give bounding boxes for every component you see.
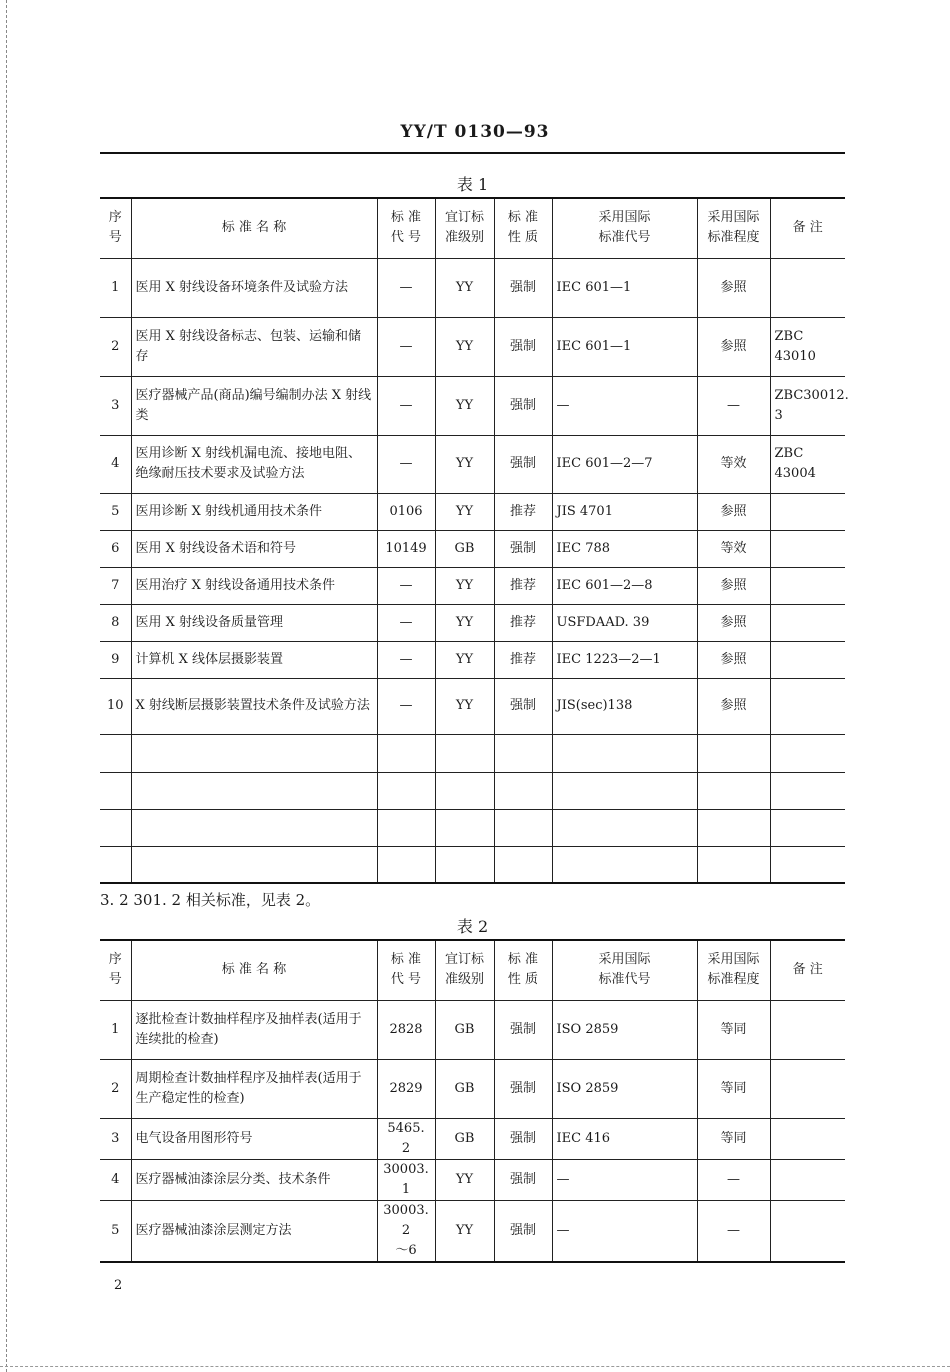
table-row <box>100 1159 845 1200</box>
cell-intl-degree <box>697 809 770 846</box>
cell-remarks <box>770 1118 845 1159</box>
cell-intl-code: ISO 2859 <box>552 1000 697 1059</box>
cell-name: 周期检查计数抽样程序及抽样表(适用于生产稳定性的检查) <box>131 1059 377 1118</box>
header-seq: 序号 <box>100 198 131 258</box>
cell-level: YY <box>435 604 494 641</box>
cell-seq: 10 <box>100 678 131 734</box>
cell-intl-code: — <box>552 376 697 435</box>
table-row <box>100 846 845 883</box>
table-row <box>100 772 845 809</box>
cell-code: — <box>377 435 435 493</box>
binding-margin-rule <box>6 0 7 1372</box>
table2-caption: 表 2 <box>456 917 489 936</box>
cell-level: YY <box>435 493 494 530</box>
cell-nature: 推荐 <box>494 567 552 604</box>
cell-intl-code: IEC 601—2—8 <box>552 567 697 604</box>
table1-header-row <box>100 198 845 258</box>
cell-code: — <box>377 678 435 734</box>
cell-code: — <box>377 641 435 678</box>
header-rule <box>100 152 845 154</box>
cell-level: YY <box>435 1200 494 1262</box>
table-row <box>100 317 845 376</box>
cell-intl-degree <box>697 846 770 883</box>
header-level: 宜订标 准级别 <box>435 198 494 258</box>
cell-name: 电气设备用图形符号 <box>131 1118 377 1159</box>
cell-name <box>131 734 377 772</box>
cell-intl-code: IEC 601—2—7 <box>552 435 697 493</box>
cell-remarks <box>770 604 845 641</box>
cell-code: 0106 <box>377 493 435 530</box>
cell-remarks: ZBC 43004 <box>770 435 845 493</box>
page-number: 2 <box>114 1278 123 1293</box>
header-seq: 序号 <box>100 940 131 1000</box>
cell-name: 医疗器械产品(商品)编号编制办法 X 射线类 <box>131 376 377 435</box>
cell-name: 医用诊断 X 射线机漏电流、接地电阻、绝缘耐压技术要求及试验方法 <box>131 435 377 493</box>
cell-intl-degree: 参照 <box>697 567 770 604</box>
cell-remarks <box>770 734 845 772</box>
header-intl-degree: 采用国际 标准程度 <box>697 198 770 258</box>
cell-name: 医用 X 射线设备质量管理 <box>131 604 377 641</box>
cell-seq <box>100 734 131 772</box>
cell-name: 医用 X 射线设备术语和符号 <box>131 530 377 567</box>
cell-nature: 强制 <box>494 435 552 493</box>
cell-intl-code: — <box>552 1200 697 1262</box>
cell-intl-code: ISO 2859 <box>552 1059 697 1118</box>
standards-table-2 <box>100 939 845 1263</box>
cell-intl-degree: 参照 <box>697 641 770 678</box>
cell-seq: 6 <box>100 530 131 567</box>
header-intl-code: 采用国际 标准代号 <box>552 198 697 258</box>
cell-code: 5465. 2 <box>377 1118 435 1159</box>
cell-code: 10149 <box>377 530 435 567</box>
cell-nature <box>494 734 552 772</box>
cell-name: 医用诊断 X 射线机通用技术条件 <box>131 493 377 530</box>
cell-seq: 4 <box>100 1159 131 1200</box>
cell-seq: 2 <box>100 1059 131 1118</box>
cell-name: 逐批检查计数抽样程序及抽样表(适用于连续批的检查) <box>131 1000 377 1059</box>
cell-name: 医用 X 射线设备环境条件及试验方法 <box>131 258 377 317</box>
table-row <box>100 493 845 530</box>
cell-intl-code: IEC 416 <box>552 1118 697 1159</box>
table-row <box>100 567 845 604</box>
cell-nature: 强制 <box>494 1118 552 1159</box>
cell-nature: 强制 <box>494 258 552 317</box>
cell-intl-degree: 等同 <box>697 1118 770 1159</box>
cell-remarks: ZBC30012. 3 <box>770 376 845 435</box>
cell-remarks: ZBC 43010 <box>770 317 845 376</box>
cell-intl-code: USFDAAD. 39 <box>552 604 697 641</box>
cell-name <box>131 809 377 846</box>
cell-intl-code <box>552 846 697 883</box>
table1-caption: 表 1 <box>456 175 489 194</box>
cell-intl-degree: — <box>697 1159 770 1200</box>
table-row <box>100 530 845 567</box>
header-remarks: 备 注 <box>770 940 845 1000</box>
cell-nature: 强制 <box>494 530 552 567</box>
cell-code <box>377 809 435 846</box>
cell-code <box>377 846 435 883</box>
cell-nature: 强制 <box>494 376 552 435</box>
cell-seq: 4 <box>100 435 131 493</box>
cell-remarks <box>770 530 845 567</box>
cell-intl-code: IEC 788 <box>552 530 697 567</box>
cell-seq <box>100 809 131 846</box>
cell-seq: 3 <box>100 1118 131 1159</box>
cell-intl-code: IEC 1223—2—1 <box>552 641 697 678</box>
cell-level: YY <box>435 567 494 604</box>
cell-intl-degree: 等效 <box>697 435 770 493</box>
cell-nature: 强制 <box>494 317 552 376</box>
cell-nature: 强制 <box>494 1200 552 1262</box>
header-name: 标 准 名 称 <box>131 940 377 1000</box>
cell-remarks <box>770 772 845 809</box>
cell-intl-code <box>552 772 697 809</box>
clause-3-2-text: 3. 2 301. 2 相关标准，见表 2。 <box>100 891 321 909</box>
cell-code <box>377 772 435 809</box>
standards-table-1 <box>100 197 849 884</box>
cell-intl-degree: — <box>697 1200 770 1262</box>
cell-level: YY <box>435 376 494 435</box>
cell-seq: 3 <box>100 376 131 435</box>
table-row <box>100 1200 845 1262</box>
cell-code <box>377 734 435 772</box>
cell-intl-code: JIS 4701 <box>552 493 697 530</box>
cell-level: YY <box>435 1159 494 1200</box>
table-row <box>100 604 845 641</box>
header-nature: 标 准 性 质 <box>494 198 552 258</box>
cell-intl-degree: 参照 <box>697 604 770 641</box>
table-row <box>100 1059 845 1118</box>
table-row <box>100 376 845 435</box>
cell-intl-code <box>552 809 697 846</box>
cell-seq <box>100 846 131 883</box>
cell-code: — <box>377 567 435 604</box>
header-code: 标 准 代 号 <box>377 198 435 258</box>
cell-nature: 推荐 <box>494 493 552 530</box>
cell-nature <box>494 772 552 809</box>
cell-seq: 5 <box>100 1200 131 1262</box>
standard-code-header: YY/T 0130—93 <box>400 122 550 142</box>
cell-code: — <box>377 376 435 435</box>
cell-seq: 1 <box>100 258 131 317</box>
header-remarks: 备 注 <box>770 198 845 258</box>
cell-nature: 强制 <box>494 678 552 734</box>
cell-nature: 强制 <box>494 1059 552 1118</box>
cell-level: GB <box>435 1059 494 1118</box>
table-row <box>100 678 845 734</box>
header-code: 标 准 代 号 <box>377 940 435 1000</box>
cell-intl-degree: — <box>697 376 770 435</box>
cell-remarks <box>770 846 845 883</box>
cell-remarks <box>770 258 845 317</box>
cell-intl-degree <box>697 734 770 772</box>
cell-remarks <box>770 567 845 604</box>
cell-level <box>435 772 494 809</box>
cell-code: — <box>377 604 435 641</box>
cell-remarks <box>770 641 845 678</box>
cell-code: — <box>377 258 435 317</box>
cell-remarks <box>770 493 845 530</box>
cell-code: 30003. 1 <box>377 1159 435 1200</box>
table-row <box>100 1118 845 1159</box>
cell-level: GB <box>435 1000 494 1059</box>
cell-nature: 推荐 <box>494 604 552 641</box>
table-row <box>100 435 845 493</box>
cell-nature: 强制 <box>494 1159 552 1200</box>
cell-intl-degree: 等效 <box>697 530 770 567</box>
cell-name: 医疗器械油漆涂层测定方法 <box>131 1200 377 1262</box>
cell-remarks <box>770 1000 845 1059</box>
cell-name: 医用 X 射线设备标志、包装、运输和储存 <box>131 317 377 376</box>
cell-code: — <box>377 317 435 376</box>
cell-level <box>435 846 494 883</box>
cell-intl-degree: 等同 <box>697 1059 770 1118</box>
cell-name: 计算机 X 线体层摄影装置 <box>131 641 377 678</box>
table-row <box>100 734 845 772</box>
cell-seq <box>100 772 131 809</box>
cell-seq: 5 <box>100 493 131 530</box>
cell-nature: 强制 <box>494 1000 552 1059</box>
cell-code: 30003. 2 ～6 <box>377 1200 435 1262</box>
cell-code: 2828 <box>377 1000 435 1059</box>
cell-intl-degree <box>697 772 770 809</box>
cell-seq: 7 <box>100 567 131 604</box>
cell-remarks <box>770 1159 845 1200</box>
cell-intl-code: IEC 601—1 <box>552 317 697 376</box>
cell-intl-degree: 参照 <box>697 317 770 376</box>
cell-name <box>131 846 377 883</box>
cell-remarks <box>770 678 845 734</box>
cell-intl-code: IEC 601—1 <box>552 258 697 317</box>
cell-remarks <box>770 1200 845 1262</box>
cell-name: X 射线断层摄影装置技术条件及试验方法 <box>131 678 377 734</box>
cell-level: YY <box>435 678 494 734</box>
cell-level <box>435 734 494 772</box>
cell-intl-degree: 等同 <box>697 1000 770 1059</box>
header-nature: 标 准 性 质 <box>494 940 552 1000</box>
cell-intl-code: — <box>552 1159 697 1200</box>
header-intl-degree: 采用国际 标准程度 <box>697 940 770 1000</box>
cell-level: YY <box>435 317 494 376</box>
table-row <box>100 1000 845 1059</box>
cell-level <box>435 809 494 846</box>
cell-intl-degree: 参照 <box>697 678 770 734</box>
cell-intl-code <box>552 734 697 772</box>
header-name: 标 准 名 称 <box>131 198 377 258</box>
table-row <box>100 809 845 846</box>
cell-intl-degree: 参照 <box>697 258 770 317</box>
cell-nature <box>494 809 552 846</box>
header-level: 宜订标 准级别 <box>435 940 494 1000</box>
cell-nature <box>494 846 552 883</box>
table2-header-row <box>100 940 845 1000</box>
cell-intl-code: JIS(sec)138 <box>552 678 697 734</box>
cell-name <box>131 772 377 809</box>
cell-name: 医用治疗 X 射线设备通用技术条件 <box>131 567 377 604</box>
cell-seq: 1 <box>100 1000 131 1059</box>
cell-nature: 推荐 <box>494 641 552 678</box>
cell-intl-degree: 参照 <box>697 493 770 530</box>
cell-remarks <box>770 809 845 846</box>
cell-level: YY <box>435 435 494 493</box>
cell-level: YY <box>435 641 494 678</box>
cell-seq: 9 <box>100 641 131 678</box>
cell-seq: 2 <box>100 317 131 376</box>
cell-level: GB <box>435 530 494 567</box>
cell-name: 医疗器械油漆涂层分类、技术条件 <box>131 1159 377 1200</box>
cell-remarks <box>770 1059 845 1118</box>
cell-level: GB <box>435 1118 494 1159</box>
table-row <box>100 641 845 678</box>
cell-code: 2829 <box>377 1059 435 1118</box>
header-intl-code: 采用国际 标准代号 <box>552 940 697 1000</box>
table-row <box>100 258 845 317</box>
cell-level: YY <box>435 258 494 317</box>
cell-seq: 8 <box>100 604 131 641</box>
bottom-edge-rule <box>0 1366 950 1367</box>
